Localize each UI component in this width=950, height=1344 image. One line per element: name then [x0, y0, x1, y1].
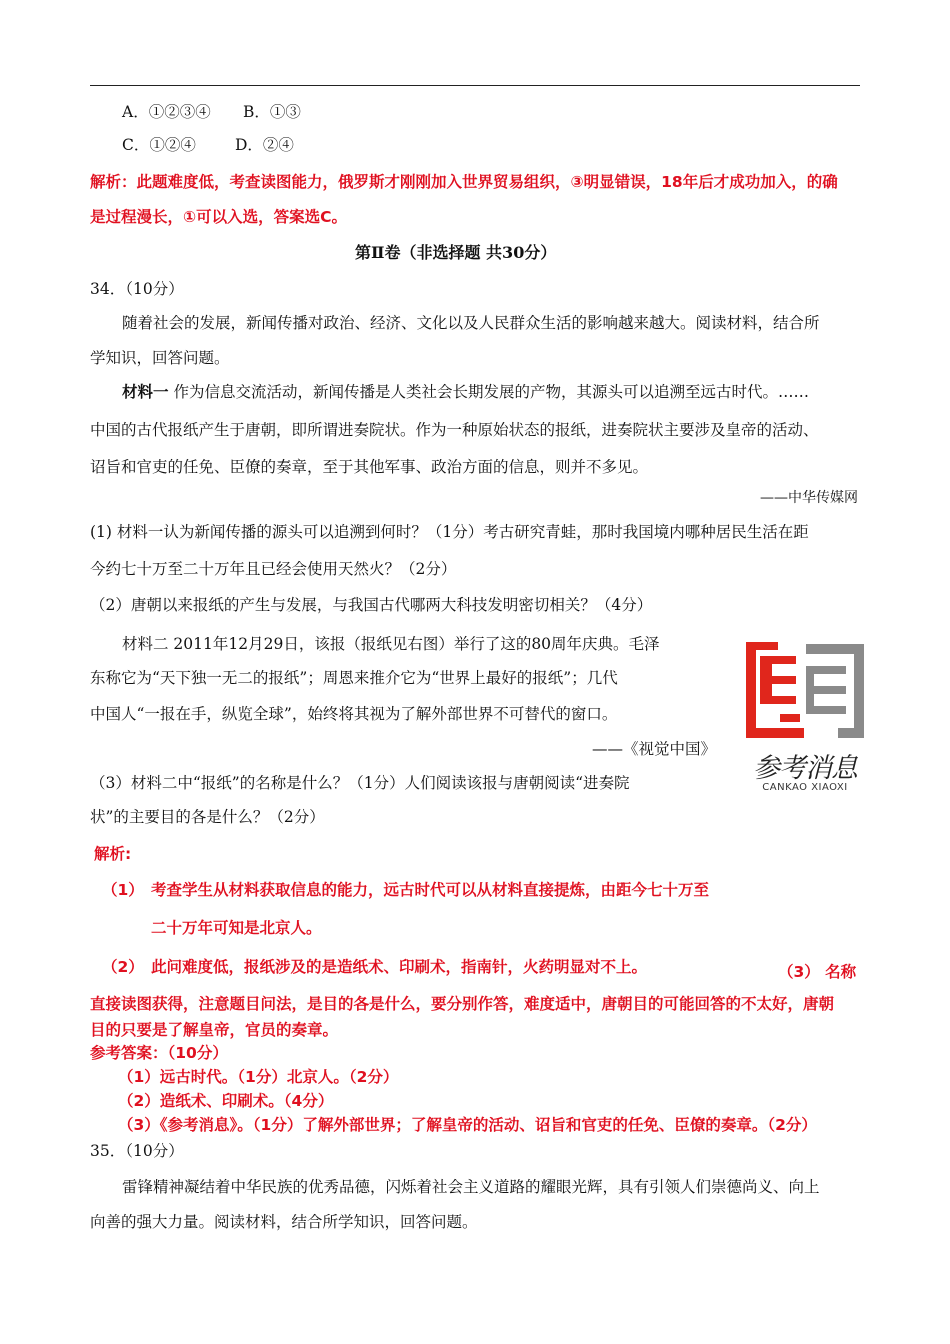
q34-sub3-line2: 状”的主要目的各是什么？（2分） [90, 808, 325, 826]
q34-sub2: （2）唐朝以来报纸的产生与发展，与我国古代哪两大科技发明密切相关？（4分） [90, 596, 653, 614]
q34-sub1-line1: (1) 材料一认为新闻传播的源头可以追溯到何时？（1分）考古研究青蛙，那时我国境内哪种居民生活在距 [90, 523, 809, 541]
analysis-34-part1-line1: 考查学生从材料获取信息的能力，远古时代可以从材料直接提炼，由距今七十万至 [151, 881, 710, 899]
analysis-33-line1: 解析：此题难度低，考查读图能力，俄罗斯才刚刚加入世界贸易组织，③明显错误，18年后才成功加入，的确 [90, 173, 838, 191]
analysis-33-line2: 是过程漫长，①可以入选，答案选C。 [90, 208, 347, 226]
reference-answer-1: （1）远古时代。（1分）北京人。（2分） [118, 1068, 399, 1086]
q34-sub1-line2: 今约七十万至二十万年且已经会使用天然火？（2分） [90, 560, 457, 578]
analysis-34-part1-num: （1） [102, 881, 144, 899]
analysis-34-part2-text: 此问难度低，报纸涉及的是造纸术、印刷术，指南针，火药明显对不上。 [151, 958, 648, 976]
header-rule [90, 85, 860, 86]
analysis-34-label: 解析: [94, 845, 132, 863]
option-d: D．②④ [235, 136, 294, 154]
material-1-source: ——中华传媒网 [760, 490, 858, 506]
q35-number: 35．（10分） [90, 1142, 184, 1160]
option-b: B．①③ [243, 103, 301, 121]
section-title: 第Ⅱ卷（非选择题 共30分） [355, 243, 557, 262]
reference-answer-2: （2）造纸术、印刷术。（4分） [118, 1092, 334, 1110]
material-2-line1: 材料二 2011年12月29日，该报（报纸见右图）举行了这的80周年庆典。毛泽 [122, 635, 660, 653]
analysis-34-part3-line2: 目的只要是了解皇帝，官员的奏章。 [90, 1021, 339, 1039]
material-2-line3: 中国人“一报在手，纵览全球”，始终将其视为了解外部世界不可替代的窗口。 [90, 705, 618, 723]
material-1-line1 [122, 380, 809, 402]
analysis-34-part2-num: （2） [102, 958, 144, 976]
q34-intro-line2: 学知识，回答问题。 [90, 349, 230, 367]
option-a: A．①②③④ [122, 103, 211, 121]
q34-intro-line1: 随着社会的发展，新闻传播对政治、经济、文化以及人民群众生活的影响越来越大。阅读材料，结合所 [122, 314, 820, 332]
logo-pinyin: CANKAO XIAOXI [762, 782, 848, 793]
material-1-line3: 诏旨和官吏的任免、臣僚的奏章，至于其他军事、政治方面的信息，则并不多见。 [90, 458, 649, 476]
material-1-text: 作为信息交流活动，新闻传播是人类社会长期发展的产物，其源头可以追溯至远古时代。…… [168, 383, 809, 401]
newspaper-logo [740, 636, 870, 806]
material-2-source: ——《视觉中国》 [592, 740, 717, 758]
analysis-34-part1-line2: 二十万年可知是北京人。 [151, 919, 322, 937]
q35-intro-line1: 雷锋精神凝结着中华民族的优秀品德，闪烁着社会主义道路的耀眼光辉，具有引领人们崇德尚义、向上 [122, 1178, 820, 1196]
reference-answer-label: 参考答案：（10分） [90, 1044, 228, 1062]
q35-intro-line2: 向善的强大力量。阅读材料，结合所学知识，回答问题。 [90, 1213, 478, 1231]
analysis-34-part3-start: （3） 名称 [778, 963, 857, 981]
material-1-line2: 中国的古代报纸产生于唐朝，即所谓进奏院状。作为一种原始状态的报纸，进奏院状主要涉及皇帝的活动、 [90, 421, 819, 439]
material-1-label: 材料一 [122, 382, 169, 401]
option-c: C．①②④ [122, 136, 196, 154]
q34-number: 34．（10分） [90, 280, 184, 298]
analysis-34-part3-line1: 直接读图获得，注意题目问法，是目的各是什么，要分别作答，难度适中，唐朝目的可能回答的不太好，唐朝 [90, 995, 835, 1013]
logo-calligraphy: 参考消息 [753, 753, 857, 784]
reference-answer-3: （3）《参考消息》。（1分）了解外部世界；了解皇帝的活动、诏旨和官吏的任免、臣僚的奏章。（2分） [118, 1116, 817, 1134]
material-2-line2: 东称它为“天下独一无二的报纸”；周恩来推介它为“世界上最好的报纸”；几代 [90, 669, 618, 687]
q34-sub3-line1: （3）材料二中“报纸”的名称是什么？（1分）人们阅读该报与唐朝阅读“进奏院 [90, 774, 630, 792]
